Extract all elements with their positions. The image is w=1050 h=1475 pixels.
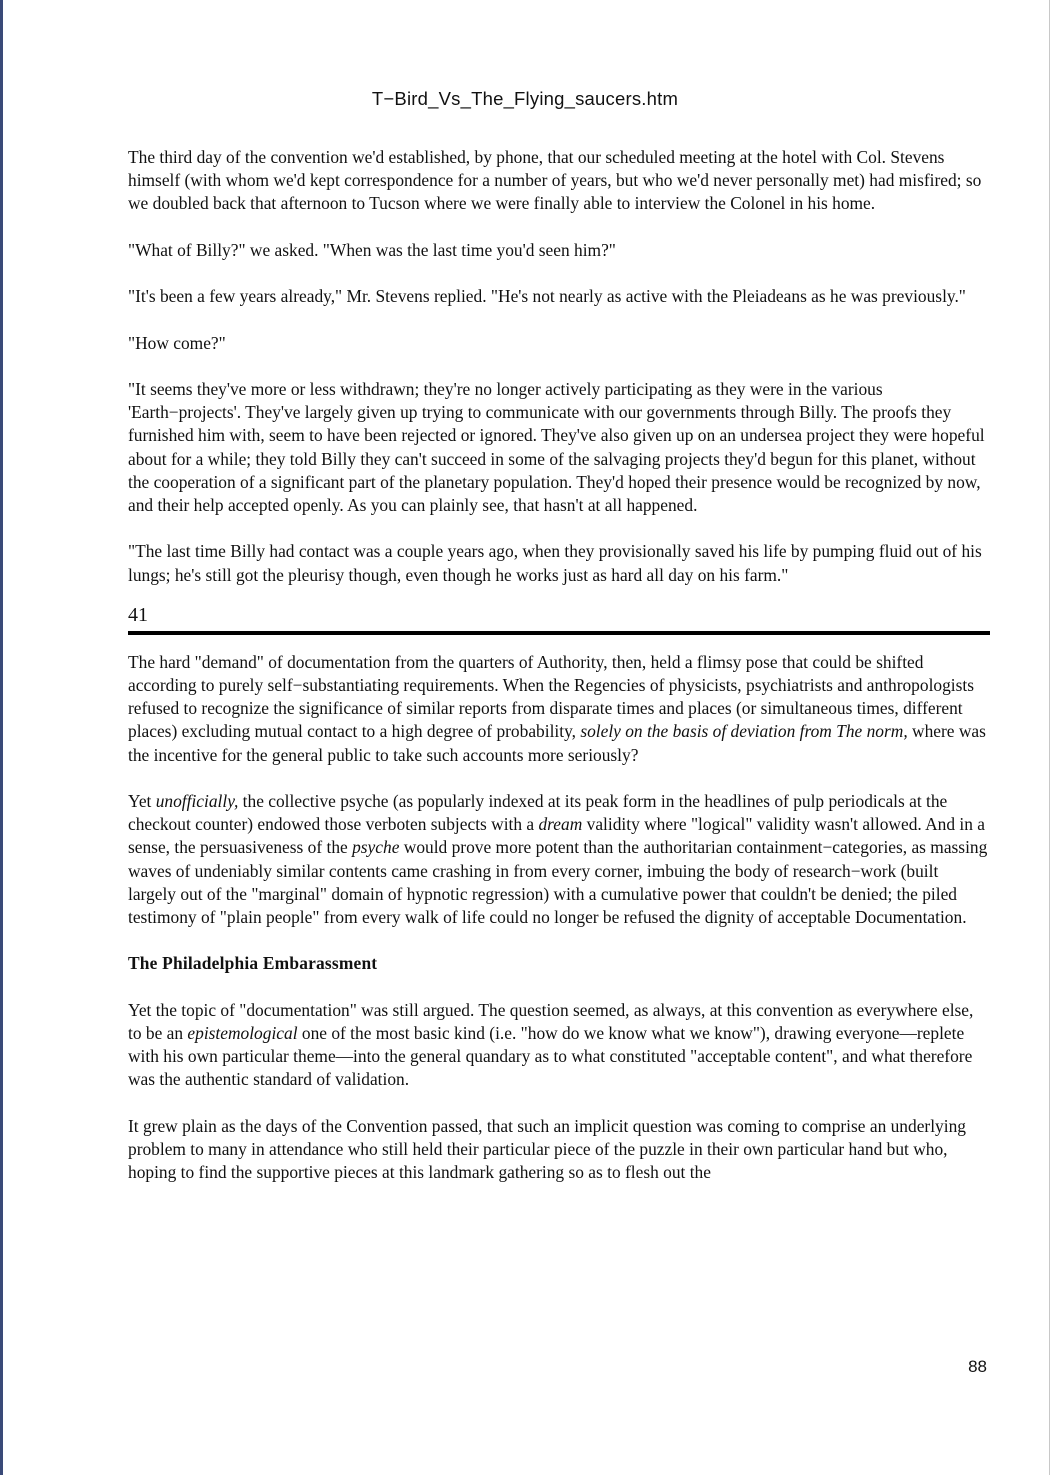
- text-run: Yet: [128, 790, 156, 811]
- paragraph: [128, 651, 990, 767]
- italic-text: psyche: [352, 837, 400, 858]
- text-run: one of the most basic kind (i.e. "how do we know what we know"), drawing everyone—replete with his own particular theme—into the general quandary as to what constituted "acceptable content", and what therefore was the authentic standard of validation.: [128, 1022, 973, 1090]
- text-run: The hard "demand" of documentation from the quarters of Authority, then, held a flimsy pose that could be shifted according to purely self−substantiating requirements. When the Regencies of physicists, psychiatrists and anthropologists refused to recognize the significance of similar reports from disparate times and places (or simultaneous times, different places) excluding mutual contact to a high degree of probability,: [128, 651, 974, 742]
- document-body: [128, 146, 990, 1208]
- text-run: Yet the topic of "documentation" was still argued. The question seemed, as always, at this convention as everywhere else, to be an: [128, 999, 974, 1043]
- paragraph: "It's been a few years already," Mr. Stevens replied. "He's not nearly as active with the Pleiadeans as he was previously.": [128, 286, 966, 307]
- page-left-edge: [0, 0, 3, 1475]
- text-run: the collective psyche (as popularly indexed at its peak form in the headlines of pulp periodicals at the checkout counter) endowed those verboten subjects with a: [128, 790, 948, 835]
- paragraph: [128, 790, 990, 929]
- paragraph: [128, 999, 990, 1092]
- paragraph: "How come?": [128, 332, 226, 353]
- paragraph: It grew plain as the days of the Convention passed, that such an implicit question was coming to comprise an underlying problem to many in attendance who still held their particular piece of the puzzle in their own particular hand but who, hoping to find the supportive pieces at this landmark gathering so as to flesh out the: [128, 1115, 966, 1183]
- section-heading: The Philadelphia Embarassment: [128, 953, 378, 974]
- italic-text: epistemological: [187, 1022, 298, 1043]
- section-number: 41: [128, 603, 148, 626]
- paragraph: "It seems they've more or less withdrawn; they're no longer actively participating as they were in the various 'Earth−projects'. They've largely given up trying to communicate with our governments through Billy. The proofs they furnished him with, seem to have been rejected or ignored. They've also given up on an undersea project they were hopeful about for a while; they told Billy they can't succeed in some of the salvaging projects they'd begun for this planet, without the cooperation of a significant part of the planetary population. They'd hoped their presence would be recognized by now, and their help accepted openly. As you can plainly see, that hasn't at all happened.: [128, 378, 985, 515]
- italic-text: unofficially,: [155, 790, 239, 811]
- text-run: validity where "logical" validity wasn't allowed. And in a sense, the persuasiveness of the: [128, 814, 986, 858]
- page-header-title: T−Bird_Vs_The_Flying_saucers.htm: [371, 88, 679, 109]
- paragraph: "What of Billy?" we asked. "When was the last time you'd seen him?": [128, 239, 616, 260]
- paragraph: The third day of the convention we'd established, by phone, that our scheduled meeting at the hotel with Col. Stevens himself (with whom we'd kept correspondence for a number of years, but who we'd never personally met) had misfired; so we doubled back that afternoon to Tucson where we were finally able to interview the Colonel in his home.: [128, 147, 982, 214]
- text-run: where was the incentive for the general public to take such accounts more seriously?: [128, 721, 986, 765]
- page-number: 88: [968, 1357, 987, 1376]
- section-divider-rule: [128, 631, 990, 635]
- paragraph: "The last time Billy had contact was a couple years ago, when they provisionally saved his life by pumping fluid out of his lungs; he's still got the pleurisy though, even though he works just as hard all day on his farm.": [128, 541, 982, 585]
- italic-text: dream: [538, 814, 583, 835]
- text-run: would prove more potent than the authoritarian containment−categories, as massing waves of undeniably similar contents came crashing in from every corner, imbuing the body of research−work (built largely out of the "marginal" domain of hypnotic regression) with a cumulative power that couldn't be denied; the piled testimony of "plain people" from every walk of life could no longer be refused the dignity of acceptable Documentation.: [128, 837, 988, 927]
- italic-text: solely on the basis of deviation from The norm,: [580, 721, 908, 742]
